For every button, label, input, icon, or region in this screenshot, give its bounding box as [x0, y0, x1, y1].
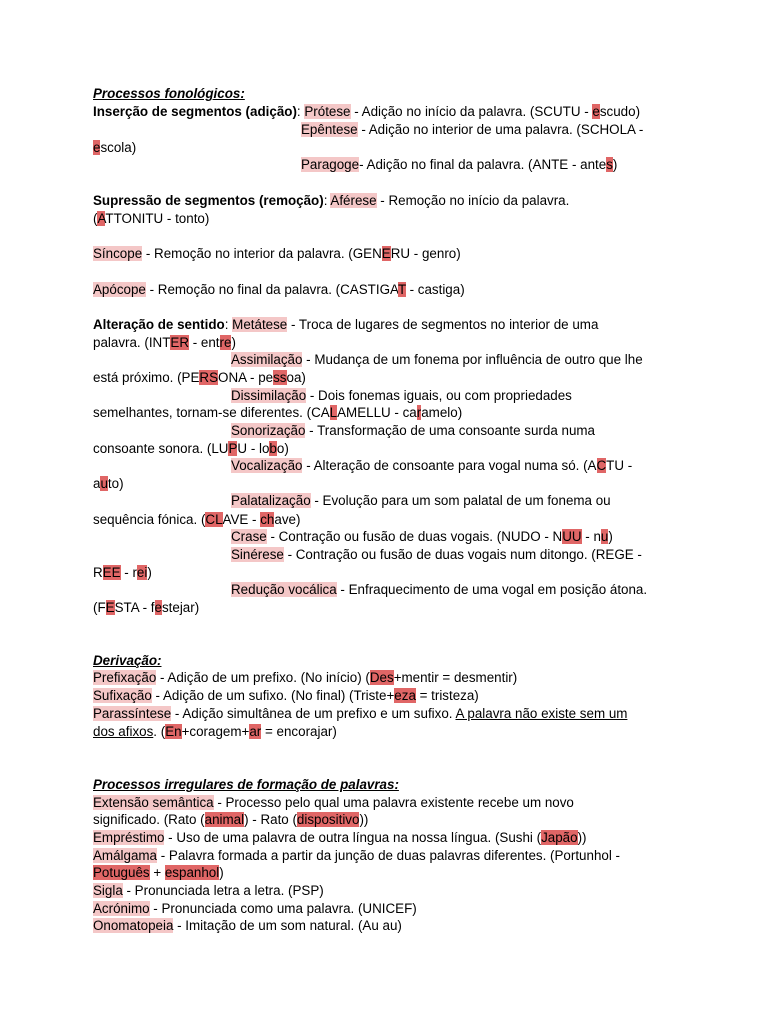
letter-highlight: r [416, 405, 422, 420]
text-line [93, 210, 209, 228]
letter-highlight: A [97, 211, 106, 226]
term-highlight: Assimilação [231, 352, 303, 367]
term-highlight: Metátese [232, 317, 288, 332]
text-line [93, 103, 640, 121]
text-line [231, 581, 647, 599]
text-span: stejar) [161, 600, 200, 615]
text-line [93, 917, 402, 935]
term-highlight: Sonorização [231, 423, 306, 438]
letter-highlight: u [600, 529, 609, 544]
section-heading: Processos fonológicos: [93, 86, 245, 101]
text-span: - Dois fonemas iguais, ou com propriedades [306, 388, 572, 403]
text-line [231, 457, 632, 475]
text-span: - Evolução para um som palatal de um fonema ou [310, 493, 611, 508]
text-span: - Troca de lugares de segmentos no interior de uma [287, 317, 599, 332]
text-line [93, 192, 569, 210]
section-heading: Processos irregulares de formação de palavras: [93, 777, 399, 792]
text-line [93, 723, 337, 741]
text-line [93, 511, 300, 529]
text-span: ) [219, 865, 224, 880]
text-span: - Enfraquecimento de uma vogal em posição átona. [336, 582, 648, 597]
letter-highlight: eza [394, 688, 416, 703]
letter-highlight: E [105, 600, 115, 615]
letter-highlight: b [269, 441, 277, 456]
text-span: semelhantes, tornam-se diferentes. (CA [93, 405, 330, 420]
text-span: - Adição simultânea de um prefixo e um sufixo. [171, 706, 456, 721]
text-span: - Processo pelo qual uma palavra existente recebe um novo [213, 795, 574, 810]
term-highlight: Epêntese [301, 122, 358, 137]
text-span: R [93, 565, 103, 580]
bold-label: Supressão de segmentos (remoção) [93, 193, 324, 208]
letter-highlight: UU [562, 529, 582, 544]
term-highlight: Extensão semântica [93, 795, 214, 810]
letter-highlight: e [154, 600, 162, 615]
text-span: oa) [286, 370, 306, 385]
text-span: - Adição no final da palavra. (ANTE - ante [359, 157, 607, 172]
text-line [231, 351, 643, 369]
text-line [93, 847, 620, 865]
text-span: + [149, 865, 165, 880]
text-line [93, 316, 598, 334]
letter-highlight: E [381, 246, 391, 261]
text-line [93, 864, 224, 882]
text-span: ) [231, 335, 236, 350]
letter-highlight: Japão [541, 830, 578, 845]
text-span: ( [93, 211, 98, 226]
text-span: - Remoção no início da palavra. [376, 193, 570, 208]
section-heading: Derivação: [93, 653, 162, 668]
letter-highlight: CL [205, 512, 223, 527]
text-line [93, 900, 417, 918]
text-span: TU - [606, 458, 633, 473]
text-line [93, 475, 124, 493]
text-span: - Adição no interior de uma palavra. (SCHOLA - [357, 122, 644, 137]
letter-highlight: u [100, 476, 108, 491]
text-line [93, 811, 368, 829]
text-span: - Palavra formada a partir da junção de duas palavras diferentes. (Portunhol - [157, 848, 620, 863]
text-span: amelo) [421, 405, 463, 420]
text-line [93, 334, 236, 352]
text-span: - Pronunciada como uma palavra. (UNICEF) [149, 901, 417, 916]
letter-highlight: ss [273, 370, 287, 385]
letter-highlight: T [397, 282, 406, 297]
term-highlight: Palatalização [231, 493, 311, 508]
letter-highlight: e [93, 140, 101, 155]
letter-highlight: ei [136, 565, 148, 580]
text-span: : [296, 104, 305, 119]
text-span: scudo) [599, 104, 641, 119]
letter-highlight: Potuguês [93, 865, 150, 880]
letter-highlight: ch [260, 512, 275, 527]
text-line [93, 652, 161, 670]
bold-label: Alteração de sentido [93, 317, 225, 332]
text-span: to) [107, 476, 124, 491]
text-line [231, 492, 611, 510]
text-line [231, 528, 613, 546]
underlined-text: A palavra não existe sem um [455, 706, 628, 721]
text-span: ) [147, 565, 152, 580]
term-highlight: Acrónimo [93, 901, 150, 916]
text-span: = encorajar) [261, 724, 337, 739]
text-span: = tristeza) [415, 688, 479, 703]
text-span: - Mudança de um fonema por influência de outro que lhe [302, 352, 643, 367]
text-span: - Uso de uma palavra de outra língua na nossa língua. (Sushi ( [164, 830, 542, 845]
term-highlight: Crase [231, 529, 267, 544]
text-span: - Adição de um sufixo. (No final) (Triste+ [151, 688, 395, 703]
text-line [93, 687, 479, 705]
text-span: ONA - pe [218, 370, 274, 385]
text-span: - Adição no início da palavra. (SCUTU - [350, 104, 593, 119]
text-span: - Transformação de uma consoante surda numa [305, 423, 595, 438]
text-span: - Imitação de um som natural. (Au au) [173, 918, 402, 933]
text-span: está próximo. (PE [93, 370, 200, 385]
text-line [93, 85, 245, 103]
letter-highlight: En [165, 724, 182, 739]
letter-highlight: animal [204, 812, 245, 827]
text-span: ) [608, 529, 613, 544]
text-line [93, 882, 324, 900]
text-line [93, 776, 399, 794]
letter-highlight: C [596, 458, 607, 473]
term-highlight: Empréstimo [93, 830, 165, 845]
text-line [301, 121, 643, 139]
text-line [93, 564, 152, 582]
text-span: - castiga) [405, 282, 465, 297]
text-line [93, 139, 136, 157]
term-highlight: Onomatopeia [93, 918, 174, 933]
text-span: AVE - [222, 512, 261, 527]
text-span: - n [581, 529, 601, 544]
text-line [301, 156, 617, 174]
letter-highlight: L [329, 405, 338, 420]
text-span: significado. (Rato ( [93, 812, 205, 827]
text-span: - ent [189, 335, 220, 350]
text-line [93, 794, 574, 812]
text-span: consoante sonora. (LU [93, 441, 229, 456]
text-span: - Remoção no final da palavra. (CASTIGA [145, 282, 398, 297]
text-span: a [93, 476, 101, 491]
letter-highlight: Des [369, 670, 394, 685]
text-span: (F [93, 600, 106, 615]
term-highlight: Prefixação [93, 670, 157, 685]
text-span: )) [359, 812, 369, 827]
text-span: ) [612, 157, 618, 172]
term-highlight: Sufixação [93, 688, 152, 703]
text-span: palavra. (INT [93, 335, 171, 350]
letter-highlight: EE [102, 565, 121, 580]
text-span: : [323, 193, 331, 208]
text-line [93, 705, 627, 723]
text-line [93, 599, 199, 617]
term-highlight: Sigla [93, 883, 123, 898]
text-line [93, 281, 465, 299]
text-span: - r [120, 565, 137, 580]
letter-highlight: e [592, 104, 600, 119]
term-highlight: Sinérese [231, 547, 284, 562]
text-line [93, 404, 462, 422]
text-span: - Pronunciada letra a letra. (PSP) [122, 883, 324, 898]
text-span: STA - f [114, 600, 155, 615]
term-highlight: Dissimilação [231, 388, 307, 403]
text-line [93, 245, 461, 263]
term-highlight: Prótese [304, 104, 351, 119]
text-span: . ( [153, 724, 166, 739]
term-highlight: Paragoge [301, 157, 360, 172]
term-highlight: Parassíntese [93, 706, 172, 721]
text-span: ave) [274, 512, 301, 527]
text-line [231, 422, 595, 440]
text-line [93, 669, 517, 687]
bold-label: Inserção de segmentos (adição) [93, 104, 297, 119]
letter-highlight: espanhol [164, 865, 220, 880]
text-line [93, 369, 306, 387]
text-span: - Adição de um prefixo. (No início) ( [156, 670, 370, 685]
text-line [93, 440, 289, 458]
text-span: : [224, 317, 233, 332]
text-line [231, 387, 572, 405]
text-span: - Contração ou fusão de duas vogais. (NUDO - N [266, 529, 563, 544]
text-span: sequência fónica. ( [93, 512, 206, 527]
letter-highlight: P [228, 441, 238, 456]
term-highlight: Amálgama [93, 848, 158, 863]
letter-highlight: dispositivo [296, 812, 360, 827]
text-line [231, 546, 642, 564]
underlined-text: dos afixos [93, 724, 154, 739]
text-span: o) [276, 441, 289, 456]
text-span: TTONITU - tonto) [105, 211, 210, 226]
term-highlight: Síncope [93, 246, 143, 261]
letter-highlight: ar [249, 724, 262, 739]
term-highlight: Redução vocálica [231, 582, 337, 597]
text-span: - Contração ou fusão de duas vogais num ditongo. (REGE - [283, 547, 642, 562]
text-span: +coragem+ [181, 724, 250, 739]
text-line [93, 829, 587, 847]
text-span: scola) [100, 140, 137, 155]
term-highlight: Aférese [330, 193, 377, 208]
term-highlight: Apócope [93, 282, 146, 297]
text-span: +mentir = desmentir) [393, 670, 518, 685]
letter-highlight: RS [199, 370, 219, 385]
text-span: U - lo [237, 441, 270, 456]
text-span: - Alteração de consoante para vogal numa só. (A [302, 458, 597, 473]
text-span: ) - Rato ( [244, 812, 297, 827]
text-span: AMELLU - ca [337, 405, 417, 420]
letter-highlight: s [606, 157, 613, 172]
letter-highlight: re [219, 335, 232, 350]
letter-highlight: ER [170, 335, 189, 350]
text-span: )) [577, 830, 587, 845]
text-span: - Remoção no interior da palavra. (GEN [142, 246, 382, 261]
term-highlight: Vocalização [231, 458, 303, 473]
text-span: RU - genro) [390, 246, 461, 261]
